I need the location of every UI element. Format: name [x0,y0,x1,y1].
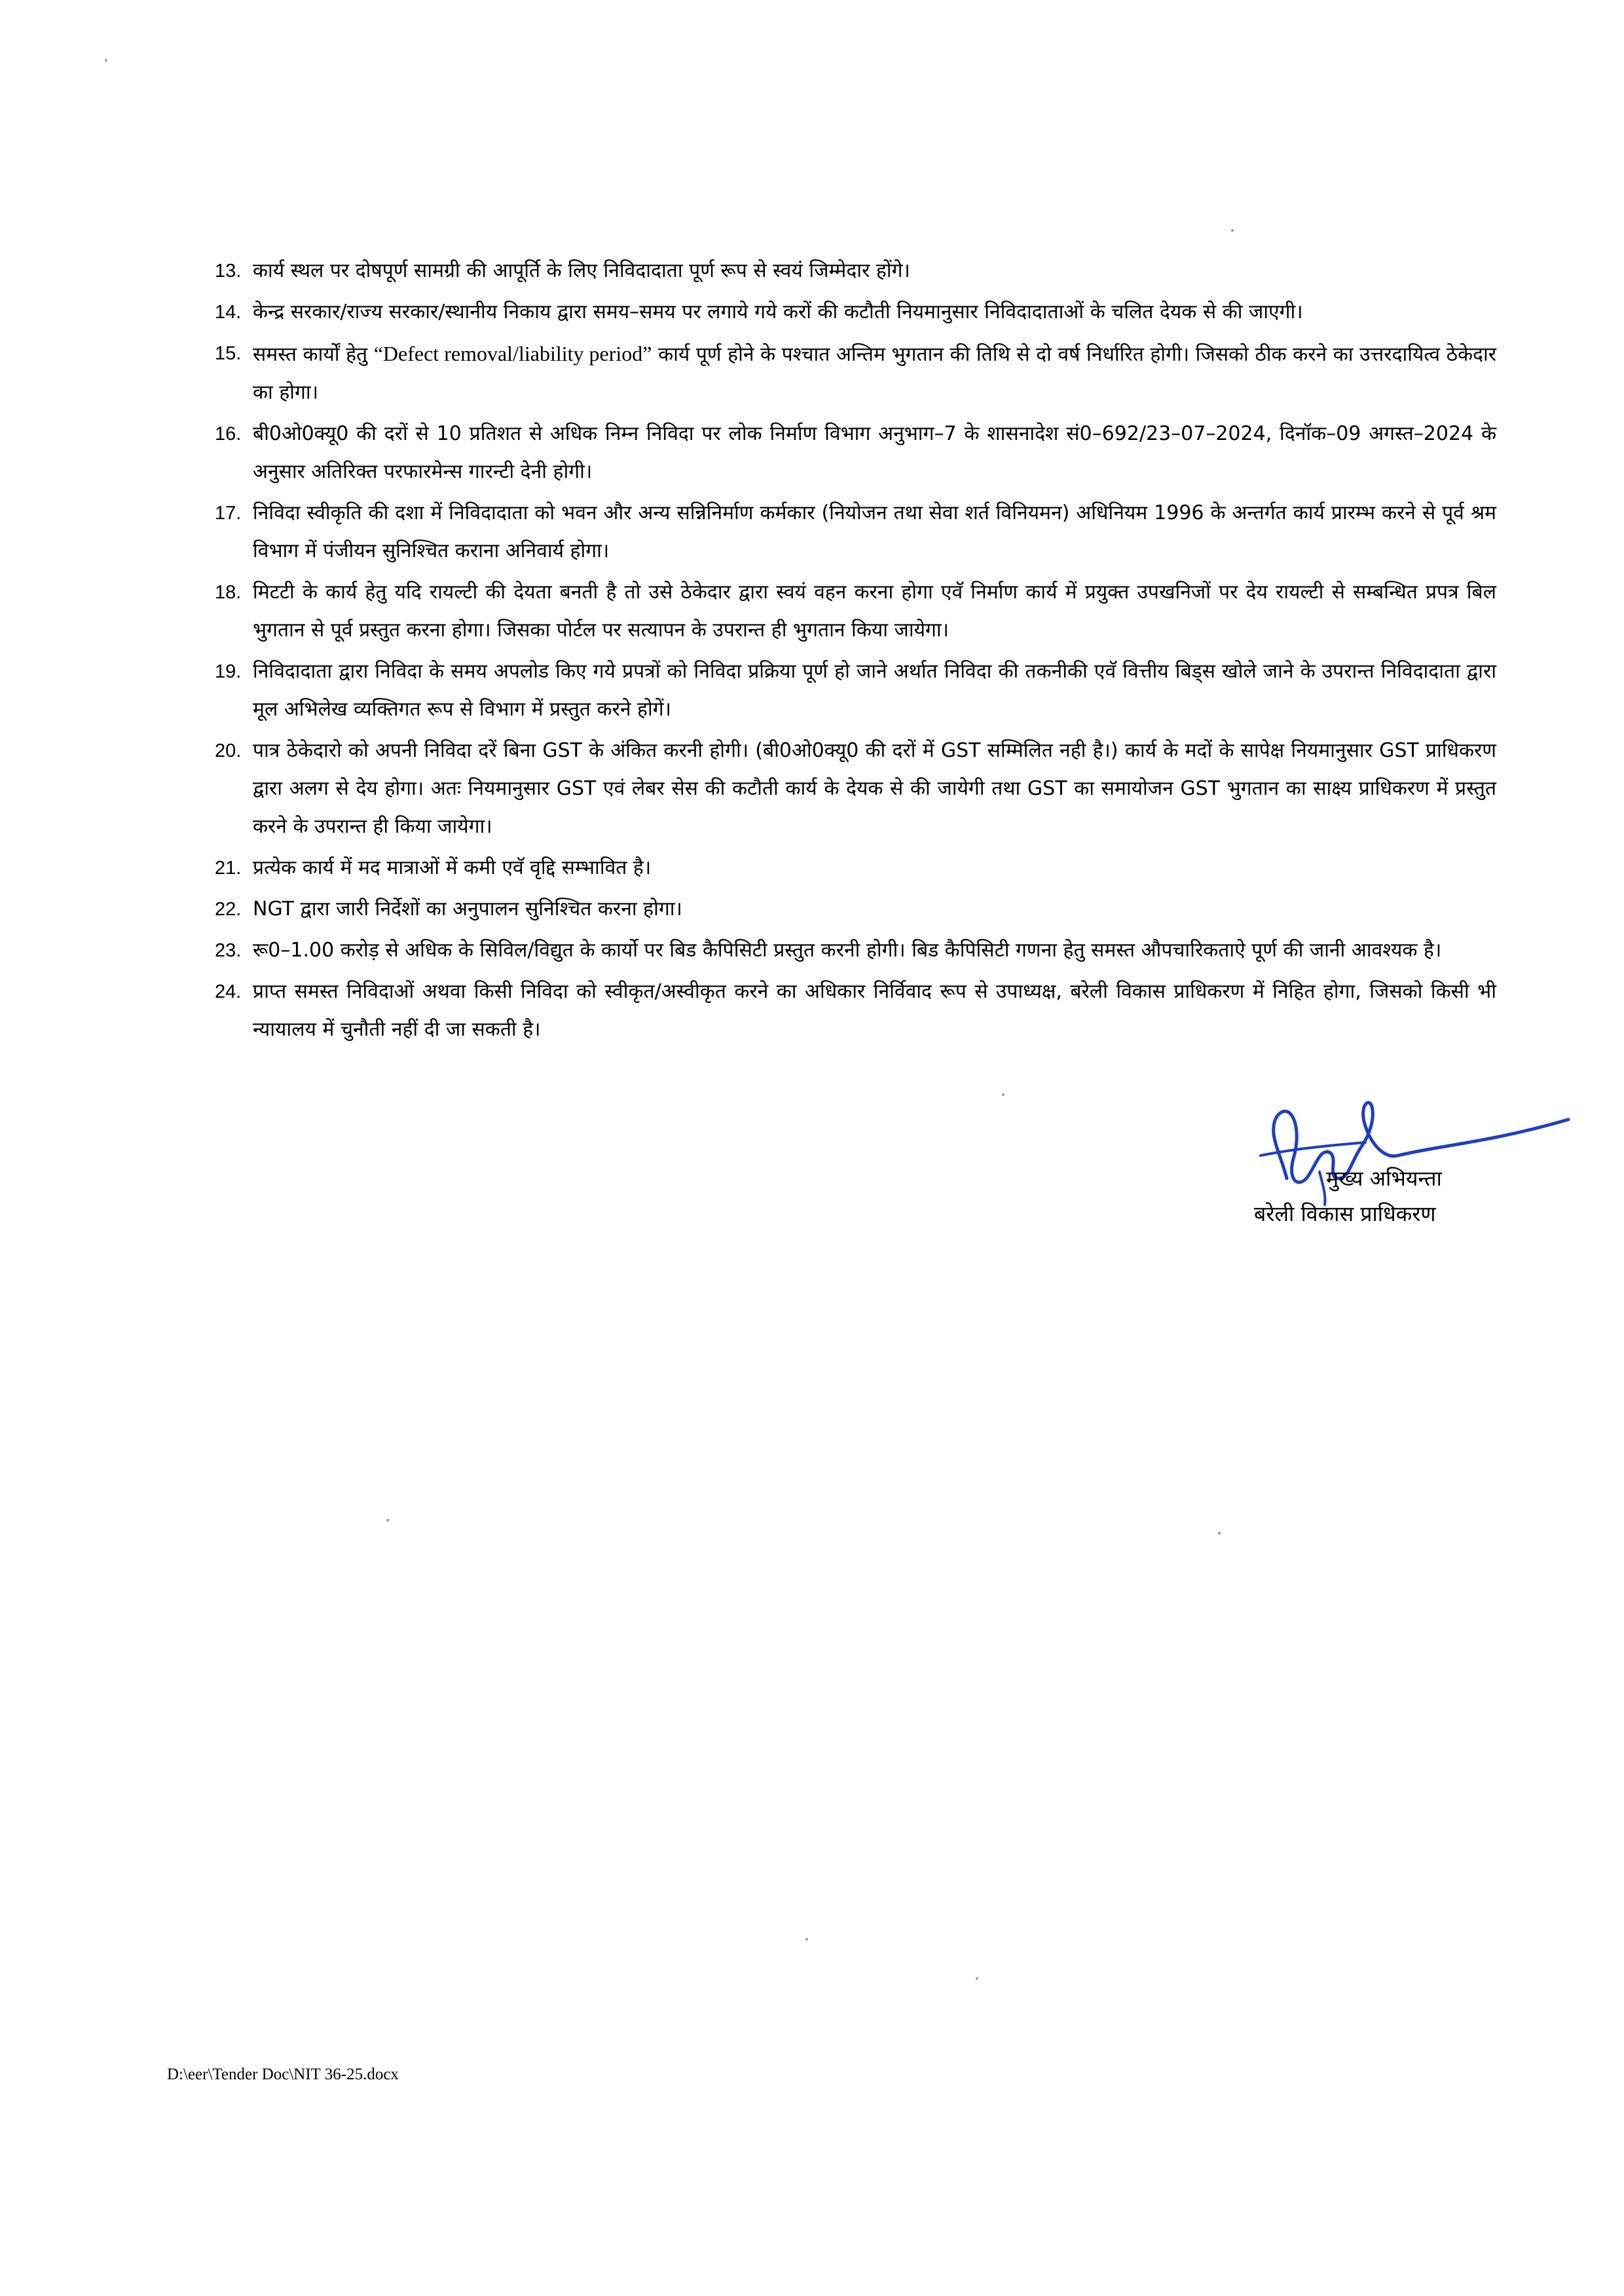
item-number: 20. [215,740,242,761]
item-text: प्राप्त समस्त निविदाओं अथवा किसी निविदा को स्वीकृत/अस्वीकृत करने का अधिकार निर्विवाद रूप से उपाध्यक्ष, बरेली विकास प्राधिकरण में निहित होगा, जिसको किसी भी न्यायालय में चुनौती नहीं दी जा सकती है। [253,980,1496,1041]
item-text: रू0–1.00 करोड़ से अधिक के सिविल/विद्युत के कार्यो पर बिड कैपिसिटी प्रस्तुत करनी होगी। बिड कैपिसिटी गणना हेतु समस्त औपचारिकताऐ पूर्ण की जानी आवश्यक है। [253,939,1442,962]
list-item [203,849,1496,887]
scan-speck [386,1519,389,1522]
scan-speck [1002,1093,1005,1096]
list-item [203,494,1496,570]
list-item [203,415,1496,491]
list-item [203,335,1496,412]
item-text [253,335,1496,412]
list-item [203,293,1496,331]
scan-speck [805,1938,808,1941]
item-number: 17. [215,503,242,524]
item-number: 22. [215,899,242,920]
item-text: केन्द्र सरकार/राज्य सरकार/स्थानीय निकाय द्वारा समय–समय पर लगाये गये करों की कटौती नियमानुसार निविदादाताओं के चलित देयक से की जाएगी। [253,301,1303,323]
footer-file-path: D:\eer\Tender Doc\NIT 36-25.docx [167,2066,399,2083]
item-text: कार्य स्थल पर दोषपूर्ण सामग्री की आपूर्ति के लिए निविदादाता पूर्ण रूप से स्वयं जिम्मेदार होंगे। [253,259,910,282]
item-text: मिटटी के कार्य हेतु यदि रायल्टी की देयता बनती है तो उसे ठेकेदार द्वारा स्वयं वहन करना होगा एवॅ निर्माण कार्य में प्रयुक्त उपखनिजों पर देय रायल्टी से सम्बन्धित प्रपत्र बिल भुगतान से पूर्व प्रस्तुत करना होगा। जिसका पोर्टल पर सत्यापन के उपरान्त ही भुगतान किया जायेगा। [253,581,1496,642]
item-text: निविदादाता द्वारा निविदा के समय अपलोड किए गये प्रपत्रों को निविदा प्रक्रिया पूर्ण हो जाने अर्थात निविदा की तकनीकी एवॅ वित्तीय बिड्स खोले जाने के उपरान्त निविदादाता द्वारा मूल अभिलेख व्यक्तिगत रूप से विभाग में प्रस्तुत करने होगें। [253,660,1496,721]
scan-speck [1231,229,1234,232]
item-text: पात्र ठेकेदारो को अपनी निविदा दरें बिना GST के अंकित करनी होगी। (बी0ओ0क्यू0 की दरों में GST सम्मिलित नही है।) कार्य के मदों के सापेक्ष नियमानुसार GST प्राधिकरण द्वारा अलग से देय होगा। अतः नियमानुसार GST एवं लेबर सेस की कटौती कार्य के देयक से की जायेगी तथा GST का समायोजन GST भुगतान का साक्ष्य प्राधिकरण में प्रस्तुत करने के उपरान्त ही किया जायेगा। [253,739,1496,838]
item-number: 16. [215,424,242,445]
list-item [203,574,1496,649]
item-text: बी0ओ0क्यू0 की दरों से 10 प्रतिशत से अधिक निम्न निविदा पर लोक निर्माण विभाग अनुभाग–7 के शासनादेश सं0–692/23–07–2024, दिनॉक–09 अगस्त–2024 के अनुसार अतिरिक्त परफारमेन्स गारन्टी देनी होगी। [253,422,1496,483]
terms-list [203,252,1496,1052]
item-number: 14. [215,302,242,323]
list-item [203,732,1496,846]
signatory-title: मुख्य अभियन्ता [1326,1166,1442,1191]
item-number: 19. [215,661,242,682]
item-number: 15. [215,343,242,364]
list-item [203,890,1496,928]
list-item [203,252,1496,290]
scan-speck [105,59,107,62]
item-number: 13. [215,261,242,282]
item-number: 21. [215,858,242,879]
item-text: निविदा स्वीकृति की दशा में निविदादाता को भवन और अन्य सन्निनिर्माण कर्मकार (नियोजन तथा सेवा शर्त विनियमन) अधिनियम 1996 के अन्तर्गत कार्य प्रारम्भ करने से पूर्व श्रम विभाग में पंजीयन सुनिश्चित कराना अनिवार्य होगा। [253,501,1496,562]
item-number: 23. [215,940,242,961]
item-text-after: कार्य पूर्ण होने के पश्चात अन्तिम भुगतान की तिथि से दो वर्ष निर्धारित होगी। जिसको ठीक करने का उत्तरदायित्व ठेकेदार का होगा। [253,343,1497,404]
list-item [203,973,1496,1049]
signature-block [1241,1080,1542,1250]
item-number: 18. [215,582,242,603]
item-text: प्रत्येक कार्य में मद मात्राओं में कमी एवॅ वृद्दि सम्भावित है। [253,856,652,879]
scan-speck [976,1977,978,1980]
item-text: NGT द्वारा जारी निर्देशों का अनुपालन सुनिश्चित करना होगा। [253,898,682,920]
defect-period-quote: “Defect removal/liability period” [373,342,652,365]
item-number: 24. [215,981,242,1002]
signatory-organization: बरेली विकास प्राधिकरण [1254,1201,1436,1226]
list-item [203,932,1496,970]
scan-speck [1218,1532,1221,1535]
list-item [203,653,1496,729]
item-text-before: समस्त कार्यों हेतु [253,343,374,366]
